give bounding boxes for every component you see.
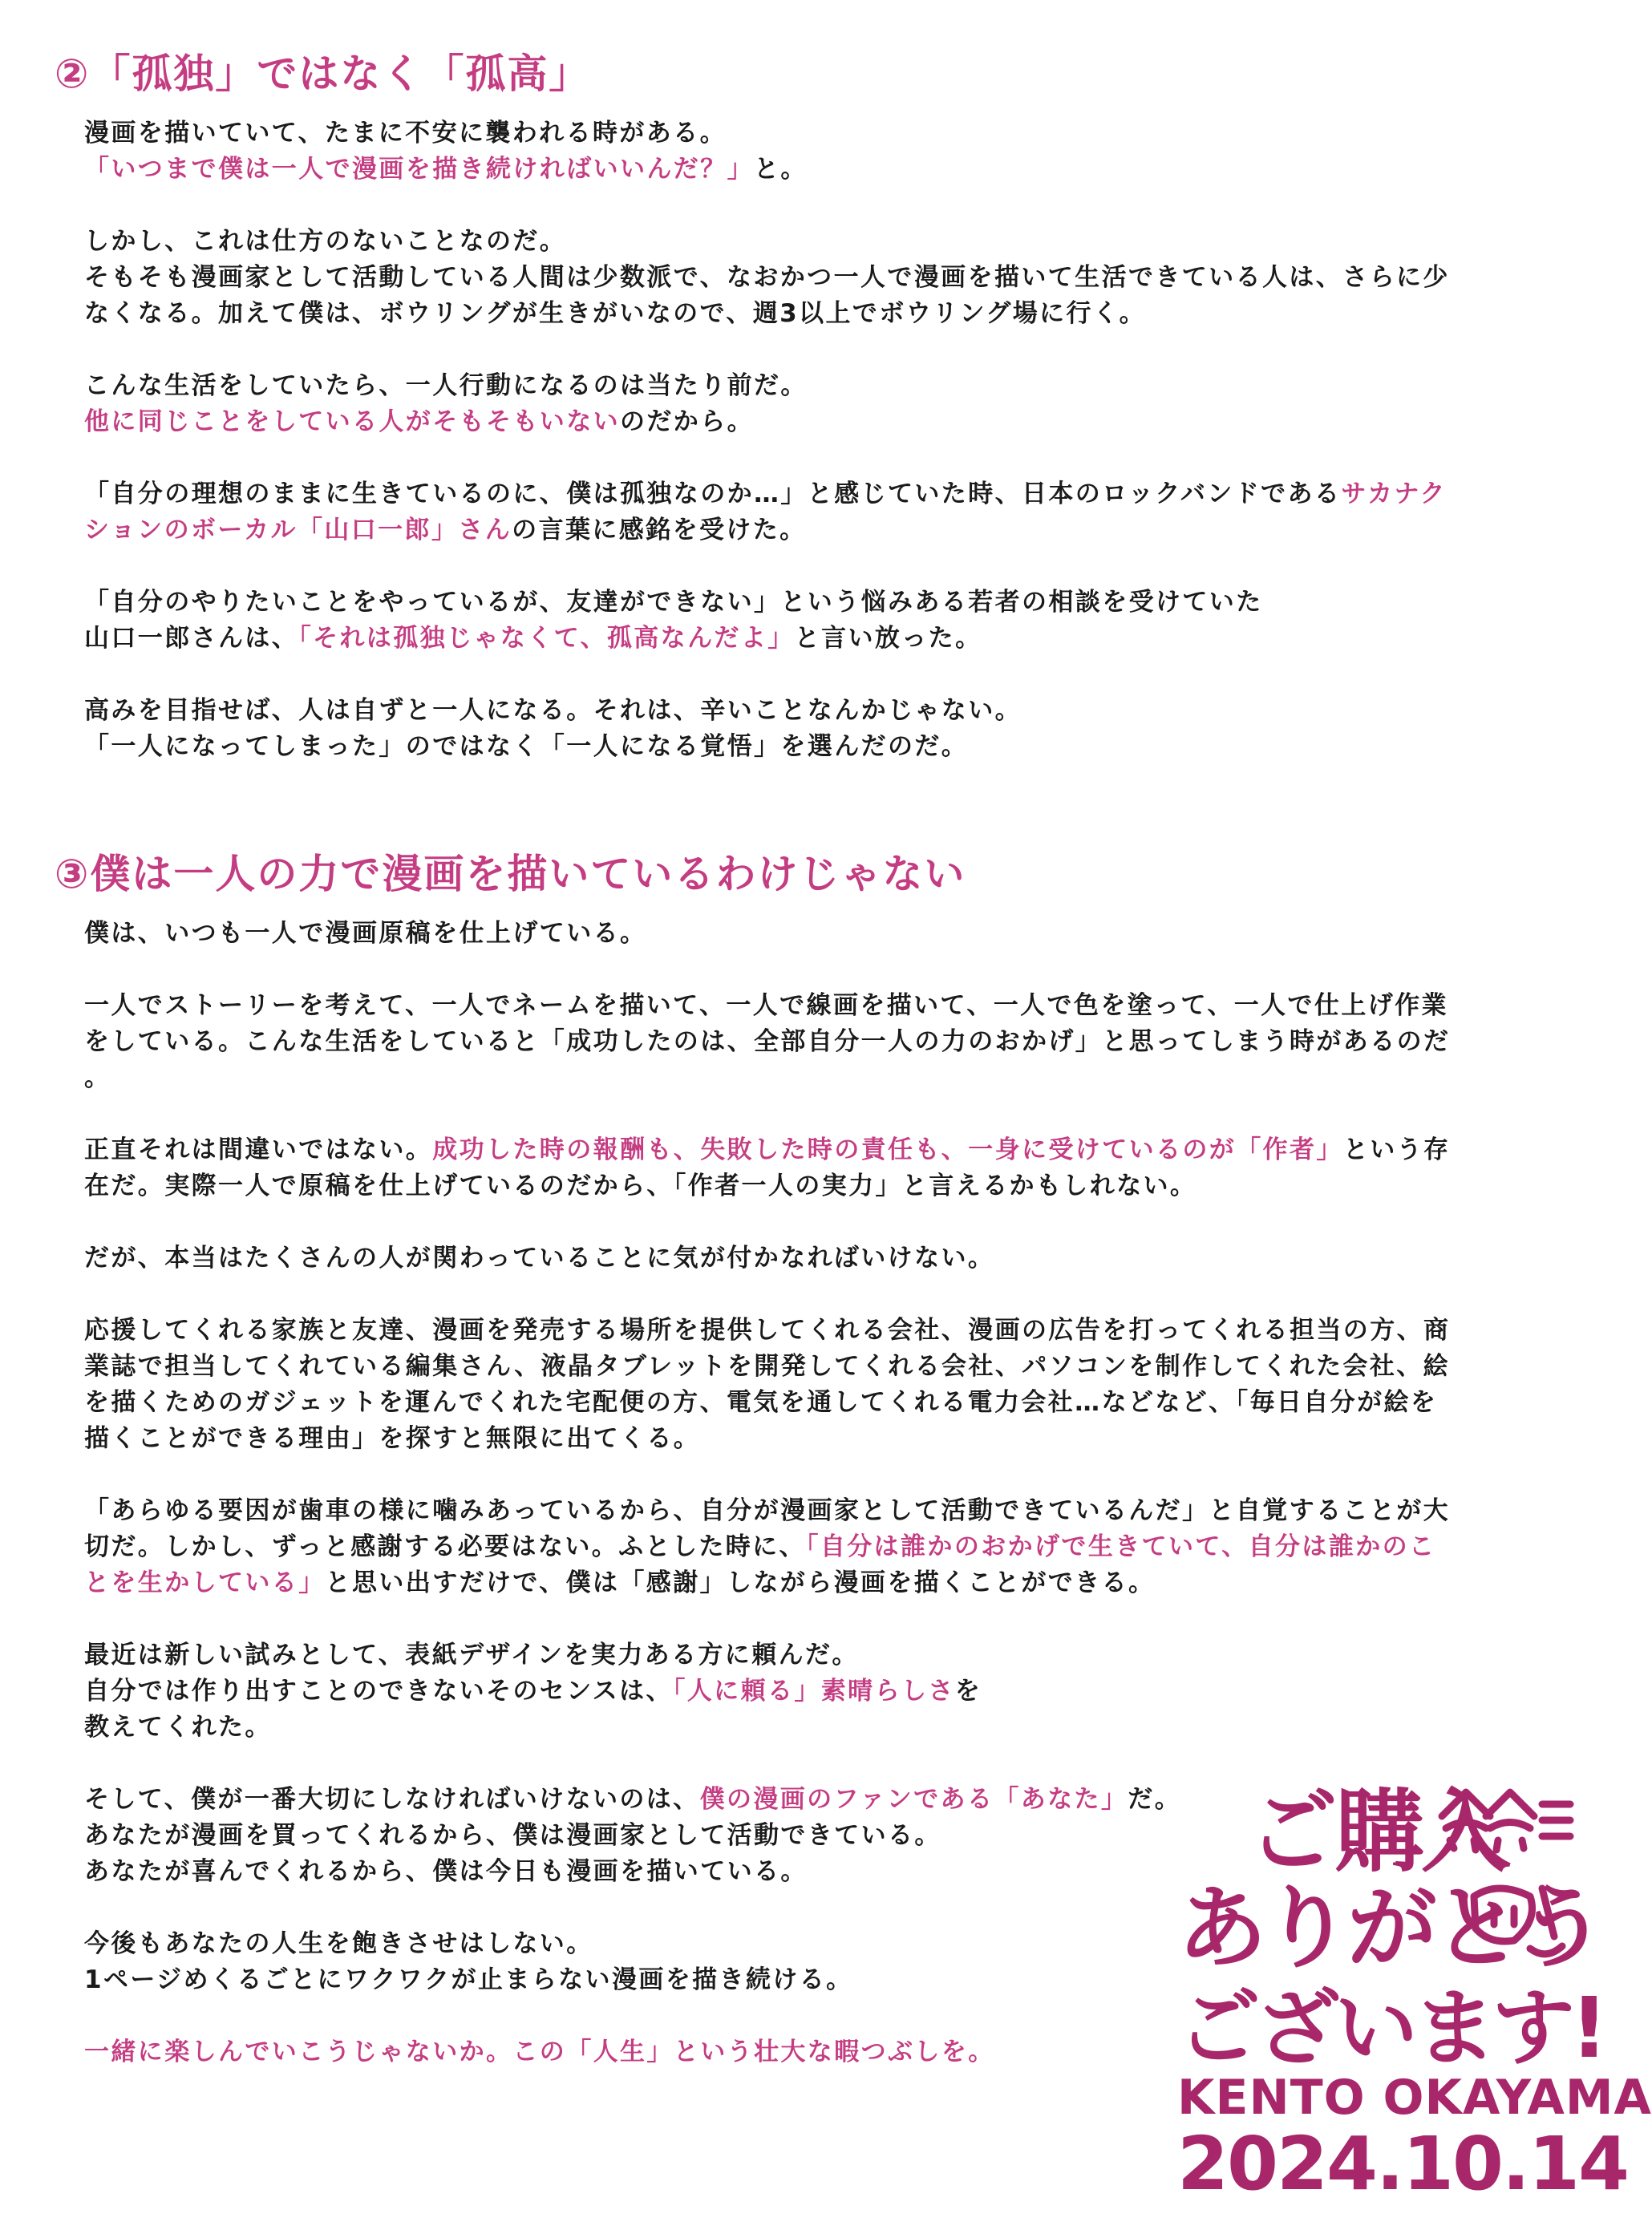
body-text: という存 [1342, 1135, 1451, 1164]
highlighted-text: 一緒に楽しんでいこうじゃないか。この「人生」という壮大な暇つぶしを。 [84, 2038, 995, 2066]
paragraph-gap [84, 1277, 1544, 1313]
paragraph-gap [84, 548, 1544, 585]
body-text: 高みを目指せば、人は自ずと一人になる。それは、辛いことなんかじゃない。 [84, 696, 1022, 725]
body-text: だ。 [1128, 1785, 1182, 1814]
text-line [84, 1313, 1544, 1349]
signature-date: 2024.10.14 [1177, 2121, 1629, 2207]
text-line [84, 1132, 1544, 1168]
body-text: あなたが喜んでくれるから、僕は今日も漫画を描いている。 [84, 1857, 808, 1886]
paragraph-gap [84, 657, 1544, 693]
body-text: と。 [754, 155, 808, 184]
body-text: 自分では作り出すことのできないそのセンスは、 [84, 1677, 673, 1706]
paragraph [84, 1240, 1544, 1277]
body-text: 応援してくれる家族と友達、漫画を発売する場所を提供してくれる会社、漫画の広告を打ってくれる担当の方、商 [84, 1316, 1451, 1345]
text-line [84, 476, 1544, 512]
paragraph [84, 988, 1544, 1096]
text-line [84, 115, 1544, 152]
signature-line-3: ございます! [1177, 1979, 1604, 2077]
highlighted-text: 「人に頼る」素晴らしさ [672, 1677, 955, 1706]
body-text: こんな生活をしていたら、一人行動になるのは当たり前だ。 [84, 371, 808, 400]
paragraph [84, 1493, 1544, 1601]
body-text: 山口一郎さんは、 [84, 624, 299, 653]
body-text: の言葉に感銘を受けた。 [512, 516, 807, 544]
text-line [84, 621, 1544, 657]
paragraph [84, 476, 1544, 548]
signature-artwork [1177, 1760, 1652, 2209]
highlighted-text: とを生かしている」 [84, 1568, 326, 1597]
body-text: 教えてくれた。 [84, 1713, 272, 1742]
paragraph [84, 916, 1544, 952]
text-line [84, 296, 1544, 332]
text-line [84, 693, 1544, 729]
text-line [84, 729, 1544, 765]
text-line [84, 1529, 1544, 1565]
body-text: 「自分の理想のままに生きているのに、僕は孤独なのか…」と感じていた時、日本のロックバンドである [84, 480, 1342, 508]
paragraph [84, 368, 1544, 440]
paragraph-gap [84, 1601, 1544, 1637]
body-text: 最近は新しい試みとして、表紙デザインを実力ある方に頼んだ。 [84, 1641, 859, 1669]
body-text: あなたが漫画を買ってくれるから、僕は漫画家として活動できている。 [84, 1821, 941, 1850]
body-text: 漫画を描いていて、たまに不安に襲われる時がある。 [84, 119, 727, 148]
highlighted-text: 「自分は誰かのおかげで生きていて、自分は誰かのこ [805, 1532, 1436, 1561]
text-line [84, 1674, 1544, 1710]
text-line [84, 1060, 1544, 1096]
paragraph-gap [84, 1096, 1544, 1132]
body-text: 。 [84, 1063, 111, 1092]
text-line [84, 916, 1544, 952]
paragraph-gap [84, 188, 1544, 224]
body-text: 業誌で担当してくれている編集さん、液晶タブレットを開発してくれる会社、パソコンを制作してくれた会社、絵 [84, 1352, 1451, 1381]
signature-author: KENTO OKAYAMA [1177, 2070, 1652, 2126]
text-line [84, 1168, 1544, 1204]
paragraph-gap [84, 952, 1544, 988]
body-text: だが、本当はたくさんの人が関わっていることに気が付かなればいけない。 [84, 1244, 995, 1273]
text-line [84, 1240, 1544, 1277]
text-line [84, 1710, 1544, 1746]
highlighted-text: 成功した時の報酬も、失敗した時の責任も、一身に受けているのが「作者」 [432, 1135, 1343, 1164]
body-text: 「一人になってしまった」のではなく「一人になる覚悟」を選んだのだ。 [84, 732, 969, 761]
text-line [84, 1024, 1544, 1060]
highlighted-text: 「いつまで僕は一人で漫画を描き続ければいいんだ？」 [84, 155, 754, 184]
body-text: 1ページめくるごとにワクワクが止まらない漫画を描き続ける。 [84, 1965, 853, 1994]
signature-line-2: ありがとう [1177, 1876, 1602, 1981]
body-text: を [954, 1677, 982, 1706]
body-text: と思い出すだけで、僕は「感謝」しながら漫画を描くことができる。 [325, 1568, 1156, 1597]
body-text: 僕は、いつも一人で漫画原稿を仕上げている。 [84, 919, 647, 948]
text-line [84, 1421, 1544, 1457]
text-line [84, 1493, 1544, 1529]
paragraph-gap [84, 440, 1544, 476]
highlighted-text: ションのボーカル「山口一郎」さん [84, 516, 512, 544]
body-text: のだから。 [620, 407, 754, 436]
paragraph [84, 224, 1544, 332]
text-line [84, 404, 1544, 440]
body-text: なくなる。加えて僕は、ボウリングが生きがいなので、週3以上でボウリング場に行く。 [84, 299, 1147, 328]
text-line [84, 260, 1544, 296]
text-line [84, 1349, 1544, 1385]
paragraph [84, 1313, 1544, 1457]
body-text: と言い放った。 [794, 624, 982, 653]
body-text: 「あらゆる要因が歯車の様に噛みあっているから、自分が漫画家として活動できているんだ」と自覚することが大 [84, 1496, 1451, 1525]
body-text: 切だ。しかし、ずっと感謝する必要はない。ふとした時に、 [84, 1532, 806, 1561]
highlighted-text: 僕の漫画のファンである「あなた」 [699, 1785, 1128, 1814]
paragraph-gap [84, 332, 1544, 368]
section-3-heading: ③僕は一人の力で漫画を描いているわけじゃない [55, 851, 966, 897]
signature-line-1: ご購入 [1248, 1780, 1508, 1884]
paragraph [84, 693, 1544, 765]
body-text: そして、僕が一番大切にしなければいけないのは、 [84, 1785, 700, 1814]
body-text: をしている。こんな生活をしていると「成功したのは、全部自分一人の力のおかげ」と思ってしまう時があるのだ [84, 1027, 1451, 1056]
highlighted-text: サカナク [1341, 480, 1448, 508]
text-line [84, 585, 1544, 621]
text-line [84, 1385, 1544, 1421]
body-text: しかし、これは仕方のないことなのだ。 [84, 227, 567, 256]
text-line [84, 988, 1544, 1024]
paragraph [84, 115, 1544, 188]
paragraph [84, 585, 1544, 657]
text-line [84, 1565, 1544, 1601]
body-text: そもそも漫画家として活動している人間は少数派で、なおかつ一人で漫画を描いて生活できている人は、さらに少 [84, 263, 1450, 292]
paragraph [84, 1637, 1544, 1746]
body-text: を描くためのガジェットを運んでくれた宅配便の方、電気を通してくれる電力会社…などなど、「毎日自分が絵を [84, 1388, 1438, 1417]
text-line [84, 152, 1544, 188]
body-text: 一人でストーリーを考えて、一人でネームを描いて、一人で線画を描いて、一人で色を塗って、一人で仕上げ作業 [84, 991, 1448, 1020]
body-text: 今後もあなたの人生を飽きさせはしない。 [84, 1929, 593, 1958]
body-text: 正直それは間違いではない。 [84, 1135, 433, 1164]
text-line [84, 1637, 1544, 1674]
body-text: 描くことができる理由」を探すと無限に出てくる。 [84, 1424, 701, 1453]
section-2-body [84, 115, 1544, 765]
body-text: 在だ。実際一人で原稿を仕上げているのだから、「作者一人の実力」と言えるかもしれない。 [84, 1172, 1197, 1200]
body-text: 「自分のやりたいことをやっているが、友達ができない」という悩みある若者の相談を受けていた [84, 588, 1263, 617]
highlighted-text: 他に同じことをしている人がそもそもいない [84, 407, 620, 436]
paragraph [84, 1132, 1544, 1204]
text-line [84, 224, 1544, 260]
text-line [84, 512, 1544, 548]
section-2-heading: ②「孤独」ではなく「孤高」 [55, 51, 591, 97]
text-line [84, 368, 1544, 404]
paragraph-gap [84, 1457, 1544, 1493]
highlighted-text: 「それは孤独じゃなくて、孤高なんだよ」 [298, 624, 795, 653]
paragraph-gap [84, 1204, 1544, 1240]
